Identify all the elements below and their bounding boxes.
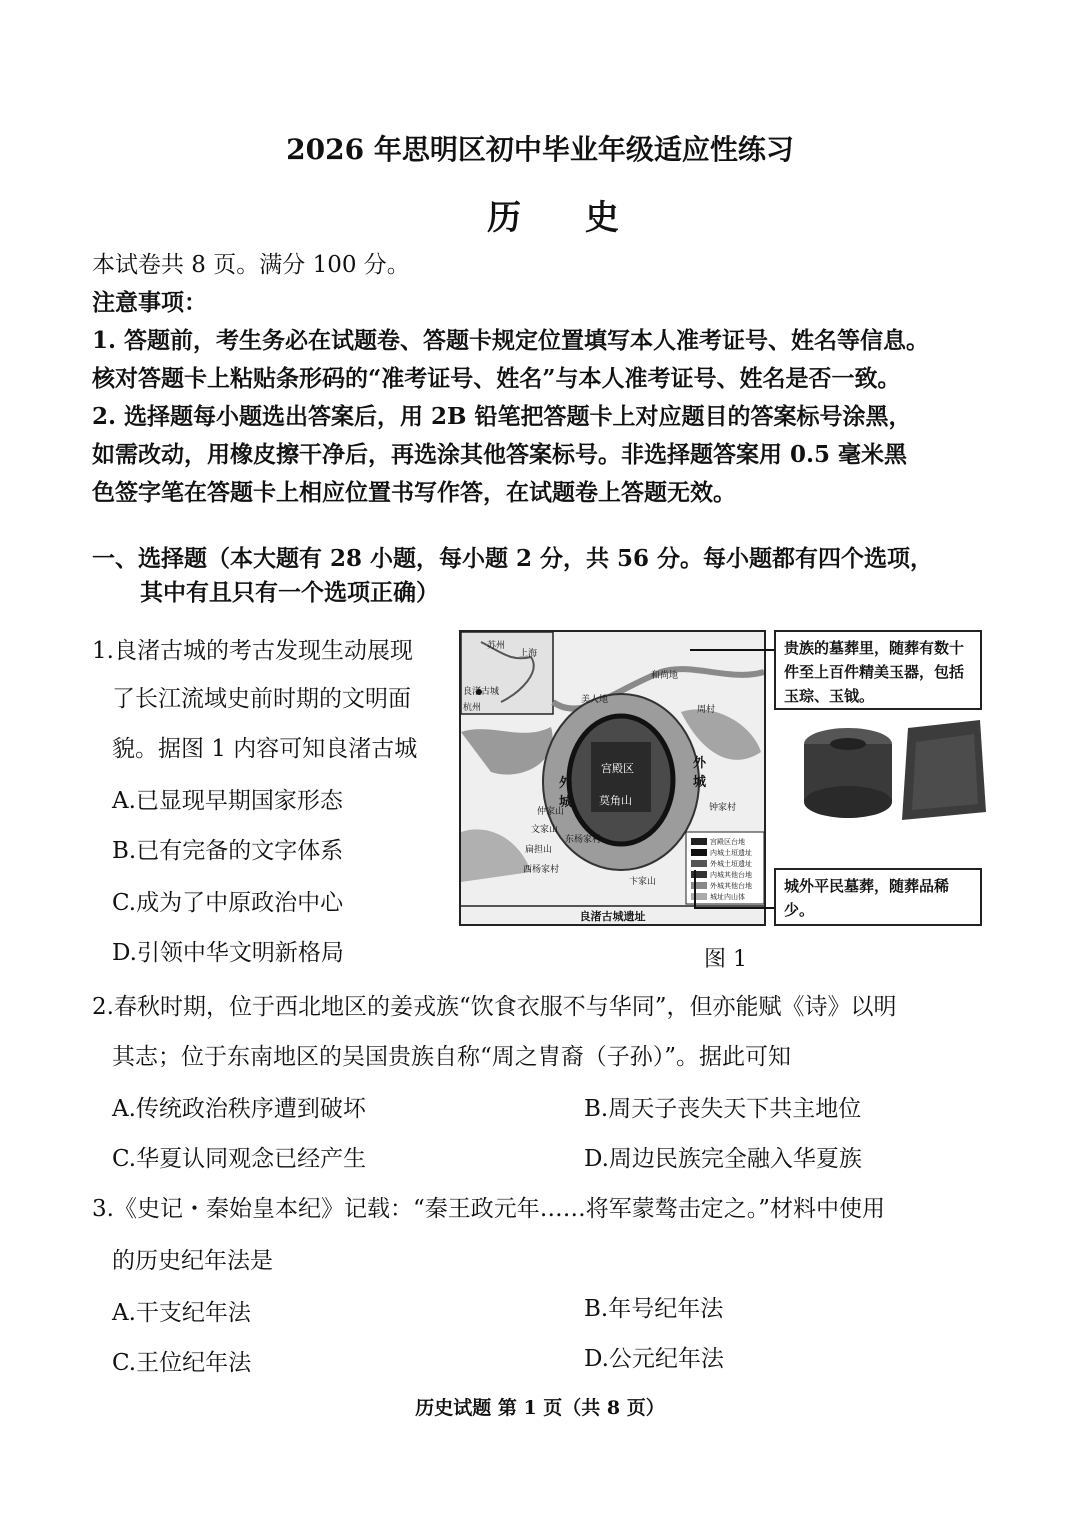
- callout-noble-tombs: 贵族的墓葬里，随葬有数十件至上百件精美玉器，包括玉琮、玉钺。: [774, 630, 982, 710]
- notice-line: 1. 答题前，考生务必在试题卷、答题卡规定位置填写本人准考证号、姓名等信息。: [92, 327, 930, 354]
- map-title: 良渚古城遗址: [579, 910, 646, 923]
- pages-score-line: 本试卷共 8 页。满分 100 分。: [92, 252, 410, 278]
- question-3-option-b[interactable]: B.年号纪年法: [584, 1296, 724, 1322]
- map-label: 西杨家村: [523, 865, 560, 875]
- question-1-option-c[interactable]: C.成为了中原政治中心: [112, 890, 344, 916]
- question-3-option-c[interactable]: C.王位纪年法: [112, 1350, 252, 1376]
- inset-label: 苏州: [487, 641, 506, 651]
- question-2-option-a[interactable]: A.传统政治秩序遭到破坏: [112, 1096, 366, 1122]
- legend-item: 内城其他台地: [710, 871, 752, 879]
- jade-artifacts-image: [798, 716, 988, 824]
- question-2-stem: 其志；位于东南地区的吴国贵族自称“周之胄裔（子孙）”。据此可知: [112, 1044, 792, 1070]
- inset-label: 杭州: [463, 703, 482, 713]
- map-label: 宫殿区: [601, 762, 634, 775]
- map-label-outer-city: 外城: [693, 756, 707, 790]
- question-1-option-a[interactable]: A.已显现早期国家形态: [112, 788, 343, 814]
- map-label: 文家山: [531, 825, 559, 835]
- question-3-stem: 的历史纪年法是: [112, 1248, 273, 1274]
- callout-commoner-tombs: 城外平民墓葬，随葬品稀少。: [774, 868, 982, 926]
- notice-line: 2. 选择题每小题选出答案后，用 2B 铅笔把答题卡上对应题目的答案标号涂黑，: [92, 403, 912, 430]
- map-label: 周村: [697, 705, 716, 715]
- question-1-option-b[interactable]: B.已有完备的文字体系: [112, 838, 344, 864]
- question-3-option-a[interactable]: A.干支纪年法: [112, 1300, 251, 1326]
- map-label: 仲家山: [537, 807, 565, 817]
- inset-label: 上海: [519, 649, 538, 659]
- question-1-stem: 了长江流域史前时期的文明面: [112, 686, 411, 712]
- notice-heading: 注意事项：: [92, 289, 207, 316]
- section-heading: 一、选择题（本大题有 28 小题，每小题 2 分，共 56 分。每小题都有四个选项，: [92, 545, 934, 572]
- question-2-option-b[interactable]: B.周天子丧失天下共主地位: [584, 1096, 862, 1122]
- map-label-outer-city: 外城: [559, 776, 573, 810]
- question-1-stem: 貌。据图 1 内容可知良渚古城: [112, 736, 418, 762]
- question-2-option-d[interactable]: D.周边民族完全融入华夏族: [584, 1146, 862, 1172]
- legend-item: 宫殿区台地: [710, 838, 745, 846]
- map-label: 东杨家村: [565, 835, 602, 845]
- legend-item: 外城其他台地: [710, 882, 752, 890]
- subject-title: 历 史: [487, 198, 645, 238]
- map-label: 卞家山: [629, 877, 657, 887]
- notice-line: 色签字笔在答题卡上相应位置书写作答，在试题卷上答题无效。: [92, 479, 736, 506]
- question-1-stem: 1.良渚古城的考古发现生动展现: [92, 638, 413, 664]
- map-label: 扁担山: [525, 845, 553, 855]
- notice-line: 核对答题卡上粘贴条形码的“准考证号、姓名”与本人准考证号、姓名是否一致。: [92, 365, 901, 392]
- map-label: 美人地: [581, 695, 609, 705]
- map-label: 莫角山: [599, 794, 632, 807]
- notice-line: 如需改动，用橡皮擦干净后，再选涂其他答案标号。非选择题答案用 0.5 毫米黑: [92, 441, 908, 468]
- section-heading-cont: 其中有且只有一个选项正确）: [140, 579, 439, 606]
- question-2-stem: 2.春秋时期，位于西北地区的姜戎族“饮食衣服不与华同”，但亦能赋《诗》以明: [92, 994, 897, 1020]
- exam-title: 2026 年思明区初中毕业年级适应性练习: [286, 133, 794, 166]
- page-footer: 历史试题 第 1 页（共 8 页）: [415, 1397, 665, 1419]
- map-label: 钟家村: [709, 803, 737, 813]
- legend-item: 城址内山体: [710, 893, 745, 901]
- question-2-option-c[interactable]: C.华夏认同观念已经产生: [112, 1146, 367, 1172]
- legend-item: 外城土垣遗址: [710, 860, 752, 868]
- question-3-option-d[interactable]: D.公元纪年法: [584, 1346, 724, 1372]
- map-label: 和尚地: [651, 671, 679, 681]
- legend-item: 内城土垣遗址: [710, 849, 752, 857]
- inset-label: 良渚古城: [463, 687, 500, 697]
- question-1-option-d[interactable]: D.引领中华文明新格局: [112, 940, 344, 966]
- figure-1-caption: 图 1: [704, 947, 747, 972]
- question-3-stem: 3.《史记・秦始皇本纪》记载：“秦王政元年……将军蒙骜击定之。”材料中使用: [92, 1196, 885, 1222]
